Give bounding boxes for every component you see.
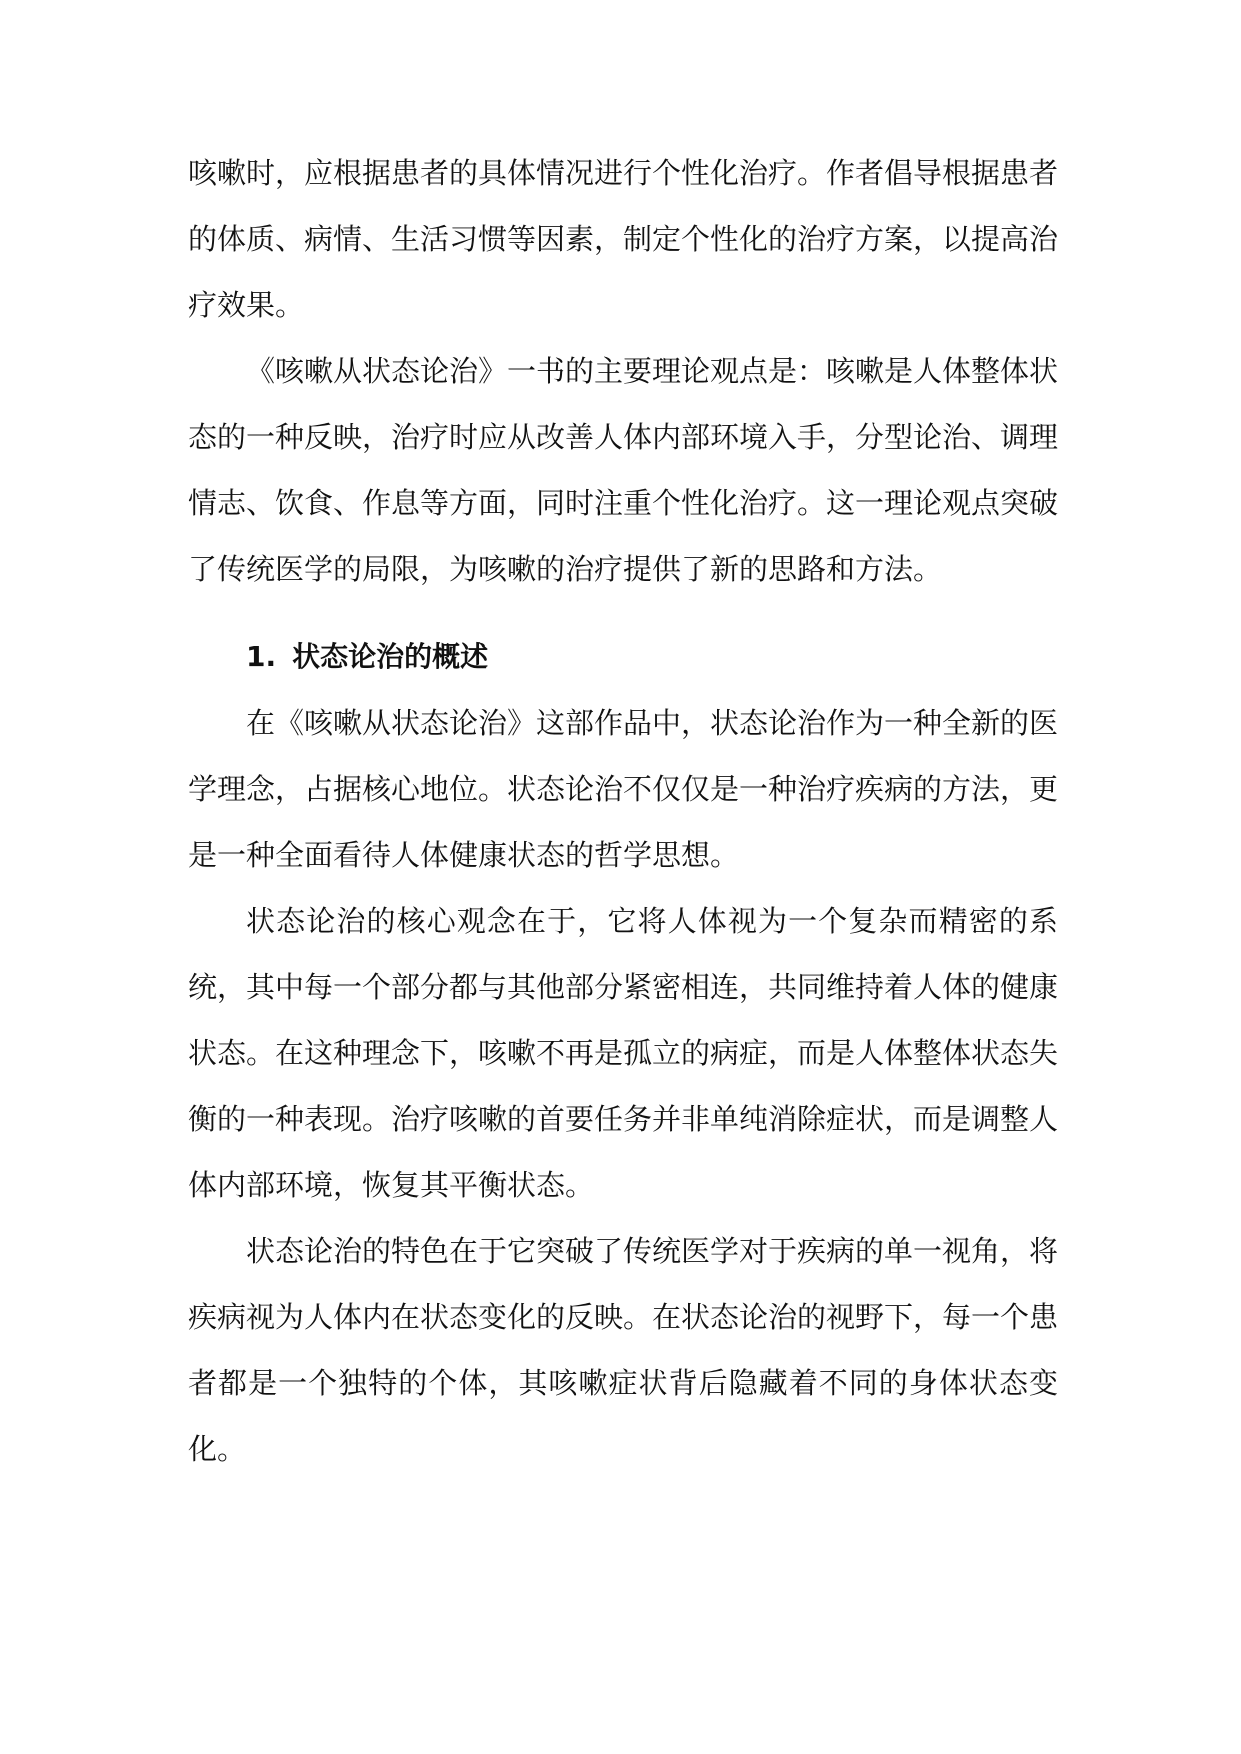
paragraph-core-concept: 状态论治的核心观念在于，它将人体视为一个复杂而精密的系统，其中每一个部分都与其他部分紧密相连，共同维持着人体的健康状态。在这种理念下，咳嗽不再是孤立的病症，而是人体整体状态失衡的一种表现。治疗咳嗽的首要任务并非单纯消除症状，而是调整人体内部环境，恢复其平衡状态。 <box>188 904 1059 1202</box>
paragraph-continued: 咳嗽时，应根据患者的具体情况进行个性化治疗。作者倡导根据患者的体质、病情、生活习惯等因素，制定个性化的治疗方案，以提高治疗效果。 <box>188 156 1059 322</box>
section-number: 1. <box>246 640 277 673</box>
paragraph-features: 状态论治的特色在于它突破了传统医学对于疾病的单一视角，将疾病视为人体内在状态变化的反映。在状态论治的视野下，每一个患者都是一个独特的个体，其咳嗽症状背后隐藏着不同的身体状态变化。 <box>188 1234 1059 1466</box>
document-body <box>188 140 1058 1482</box>
section-heading <box>188 624 1058 690</box>
section-title: 状态论治的概述 <box>292 640 489 673</box>
paragraph-theory-summary: 《咳嗽从状态论治》一书的主要理论观点是：咳嗽是人体整体状态的一种反映，治疗时应从改善人体内部环境入手，分型论治、调理情志、饮食、作息等方面，同时注重个性化治疗。这一理论观点突破了传统医学的局限，为咳嗽的治疗提供了新的思路和方法。 <box>188 354 1059 586</box>
paragraph-overview: 在《咳嗽从状态论治》这部作品中，状态论治作为一种全新的医学理念，占据核心地位。状态论治不仅仅是一种治疗疾病的方法，更是一种全面看待人体健康状态的哲学思想。 <box>188 706 1059 872</box>
